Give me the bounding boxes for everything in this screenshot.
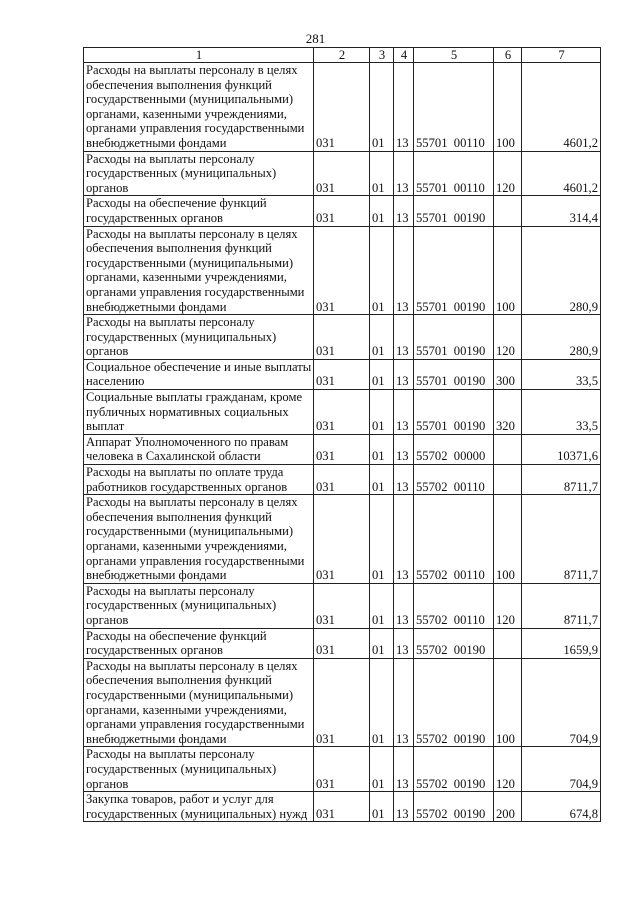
table-row xyxy=(84,359,601,389)
expense-name-cell: Социальные выплаты гражданам, кроме публичных нормативных социальных выплат xyxy=(84,390,314,435)
expense-name-cell: Расходы на выплаты персоналу государственных (муниципальных) органов xyxy=(84,315,314,360)
expense-type-cell: 120 xyxy=(494,747,522,792)
subsection-code-cell: 13 xyxy=(394,583,414,628)
target-article-cell: 55702 00190 xyxy=(414,628,494,658)
expense-name-cell: Расходы на выплаты персоналу в целях обеспечения выполнения функций государственными (муниципальными) органами, казенными учреждениями, органами управления государственными внебюджетными фондами xyxy=(84,658,314,747)
expense-name-cell: Социальное обеспечение и иные выплаты населению xyxy=(84,359,314,389)
target-article-cell: 55701 00110 xyxy=(414,151,494,196)
subsection-code-cell: 13 xyxy=(394,434,414,464)
section-code-cell: 01 xyxy=(370,465,394,495)
subsection-code-cell: 13 xyxy=(394,196,414,226)
amount-cell: 314,4 xyxy=(522,196,601,226)
expense-type-cell: 100 xyxy=(494,495,522,584)
target-article-cell: 55701 00110 xyxy=(414,63,494,152)
section-code-cell: 01 xyxy=(370,792,394,822)
subsection-code-cell: 13 xyxy=(394,495,414,584)
target-article-cell: 55702 00110 xyxy=(414,583,494,628)
column-header: 1 xyxy=(84,48,314,63)
ministry-code-cell: 031 xyxy=(314,434,370,464)
ministry-code-cell: 031 xyxy=(314,315,370,360)
ministry-code-cell: 031 xyxy=(314,390,370,435)
target-article-cell: 55701 00190 xyxy=(414,196,494,226)
ministry-code-cell: 031 xyxy=(314,747,370,792)
ministry-code-cell: 031 xyxy=(314,151,370,196)
amount-cell: 704,9 xyxy=(522,747,601,792)
expense-name-cell: Расходы на выплаты персоналу в целях обеспечения выполнения функций государственными (муниципальными) органами, казенными учреждениями, органами управления государственными внебюджетными фондами xyxy=(84,63,314,152)
expense-name-cell: Расходы на выплаты персоналу государственных (муниципальных) органов xyxy=(84,583,314,628)
ministry-code-cell: 031 xyxy=(314,63,370,152)
ministry-code-cell: 031 xyxy=(314,465,370,495)
expense-name-cell: Расходы на выплаты персоналу государственных (муниципальных) органов xyxy=(84,151,314,196)
target-article-cell: 55702 00110 xyxy=(414,495,494,584)
subsection-code-cell: 13 xyxy=(394,63,414,152)
subsection-code-cell: 13 xyxy=(394,747,414,792)
expense-type-cell: 100 xyxy=(494,658,522,747)
expense-type-cell: 120 xyxy=(494,151,522,196)
amount-cell: 280,9 xyxy=(522,315,601,360)
expense-name-cell: Расходы на выплаты персоналу в целях обеспечения выполнения функций государственными (муниципальными) органами, казенными учреждениями, органами управления государственными внебюджетными фондами xyxy=(84,495,314,584)
expense-type-cell: 320 xyxy=(494,390,522,435)
section-code-cell: 01 xyxy=(370,315,394,360)
table-row xyxy=(84,747,601,792)
table-row xyxy=(84,151,601,196)
amount-cell: 10371,6 xyxy=(522,434,601,464)
target-article-cell: 55701 00190 xyxy=(414,390,494,435)
subsection-code-cell: 13 xyxy=(394,465,414,495)
subsection-code-cell: 13 xyxy=(394,658,414,747)
ministry-code-cell: 031 xyxy=(314,792,370,822)
table-row xyxy=(84,465,601,495)
table-row xyxy=(84,390,601,435)
ministry-code-cell: 031 xyxy=(314,628,370,658)
table-row xyxy=(84,315,601,360)
table-row xyxy=(84,196,601,226)
ministry-code-cell: 031 xyxy=(314,495,370,584)
page-number: 281 xyxy=(305,31,326,46)
column-header: 6 xyxy=(494,48,522,63)
section-code-cell: 01 xyxy=(370,658,394,747)
ministry-code-cell: 031 xyxy=(314,226,370,315)
section-code-cell: 01 xyxy=(370,226,394,315)
table-row xyxy=(84,434,601,464)
expense-name-cell: Расходы на обеспечение функций государственных органов xyxy=(84,628,314,658)
expense-name-cell: Аппарат Уполномоченного по правам человека в Сахалинской области xyxy=(84,434,314,464)
amount-cell: 1659,9 xyxy=(522,628,601,658)
subsection-code-cell: 13 xyxy=(394,390,414,435)
section-code-cell: 01 xyxy=(370,390,394,435)
budget-table xyxy=(83,47,601,822)
amount-cell: 33,5 xyxy=(522,359,601,389)
section-code-cell: 01 xyxy=(370,196,394,226)
expense-name-cell: Расходы на обеспечение функций государственных органов xyxy=(84,196,314,226)
column-header: 2 xyxy=(314,48,370,63)
expense-name-cell: Расходы на выплаты персоналу в целях обеспечения выполнения функций государственными (муниципальными) органами, казенными учреждениями, органами управления государственными внебюджетными фондами xyxy=(84,226,314,315)
amount-cell: 8711,7 xyxy=(522,583,601,628)
table-row xyxy=(84,583,601,628)
amount-cell: 704,9 xyxy=(522,658,601,747)
table-row xyxy=(84,628,601,658)
amount-cell: 280,9 xyxy=(522,226,601,315)
expense-name-cell: Закупка товаров, работ и услуг для государственных (муниципальных) нужд xyxy=(84,792,314,822)
amount-cell: 8711,7 xyxy=(522,465,601,495)
expense-type-cell: 120 xyxy=(494,583,522,628)
table-row xyxy=(84,63,601,152)
section-code-cell: 01 xyxy=(370,747,394,792)
table-row xyxy=(84,495,601,584)
target-article-cell: 55702 00110 xyxy=(414,465,494,495)
target-article-cell: 55702 00190 xyxy=(414,658,494,747)
section-code-cell: 01 xyxy=(370,628,394,658)
column-header: 3 xyxy=(370,48,394,63)
column-header: 7 xyxy=(522,48,601,63)
section-code-cell: 01 xyxy=(370,151,394,196)
column-header: 4 xyxy=(394,48,414,63)
expense-name-cell: Расходы на выплаты персоналу государственных (муниципальных) органов xyxy=(84,747,314,792)
ministry-code-cell: 031 xyxy=(314,196,370,226)
target-article-cell: 55702 00000 xyxy=(414,434,494,464)
subsection-code-cell: 13 xyxy=(394,151,414,196)
expense-type-cell xyxy=(494,628,522,658)
subsection-code-cell: 13 xyxy=(394,359,414,389)
amount-cell: 8711,7 xyxy=(522,495,601,584)
expense-type-cell xyxy=(494,196,522,226)
table-row xyxy=(84,792,601,822)
amount-cell: 33,5 xyxy=(522,390,601,435)
subsection-code-cell: 13 xyxy=(394,792,414,822)
ministry-code-cell: 031 xyxy=(314,658,370,747)
table-row xyxy=(84,658,601,747)
section-code-cell: 01 xyxy=(370,583,394,628)
ministry-code-cell: 031 xyxy=(314,583,370,628)
expense-name-cell: Расходы на выплаты по оплате труда работников государственных органов xyxy=(84,465,314,495)
subsection-code-cell: 13 xyxy=(394,315,414,360)
target-article-cell: 55701 00190 xyxy=(414,359,494,389)
target-article-cell: 55701 00190 xyxy=(414,226,494,315)
column-header: 5 xyxy=(414,48,494,63)
target-article-cell: 55702 00190 xyxy=(414,792,494,822)
expense-type-cell: 120 xyxy=(494,315,522,360)
amount-cell: 4601,2 xyxy=(522,151,601,196)
expense-type-cell xyxy=(494,465,522,495)
expense-type-cell: 100 xyxy=(494,63,522,152)
target-article-cell: 55701 00190 xyxy=(414,315,494,360)
section-code-cell: 01 xyxy=(370,495,394,584)
expense-type-cell xyxy=(494,434,522,464)
table-header-row xyxy=(84,48,601,63)
subsection-code-cell: 13 xyxy=(394,226,414,315)
ministry-code-cell: 031 xyxy=(314,359,370,389)
expense-type-cell: 200 xyxy=(494,792,522,822)
amount-cell: 674,8 xyxy=(522,792,601,822)
target-article-cell: 55702 00190 xyxy=(414,747,494,792)
expense-type-cell: 300 xyxy=(494,359,522,389)
subsection-code-cell: 13 xyxy=(394,628,414,658)
table-row xyxy=(84,226,601,315)
expense-type-cell: 100 xyxy=(494,226,522,315)
section-code-cell: 01 xyxy=(370,63,394,152)
amount-cell: 4601,2 xyxy=(522,63,601,152)
section-code-cell: 01 xyxy=(370,434,394,464)
section-code-cell: 01 xyxy=(370,359,394,389)
